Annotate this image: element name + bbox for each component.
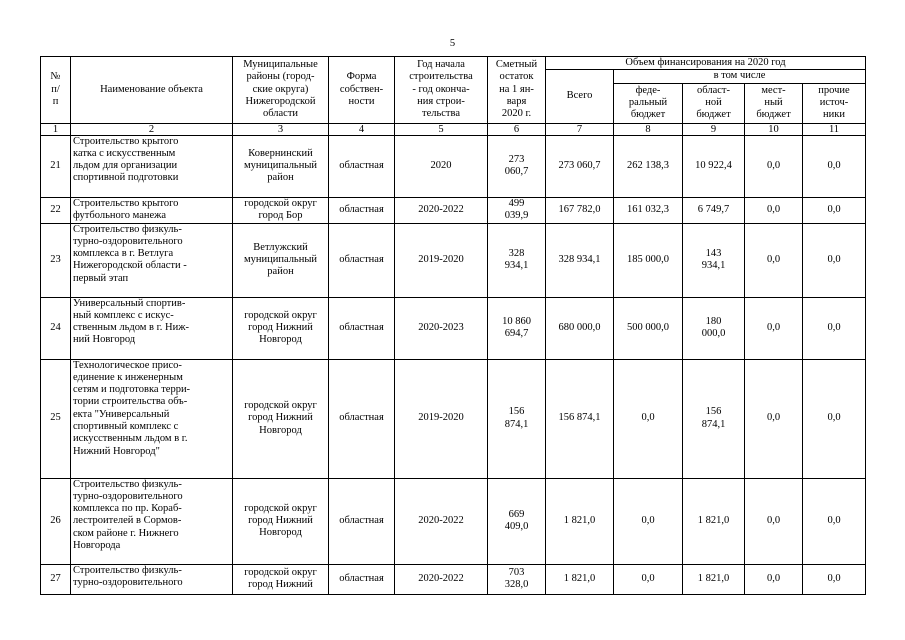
cell-federal: 161 032,3: [614, 197, 683, 223]
table-row: [41, 135, 866, 197]
header-balance: Сметный остаток на 1 ян- варя 2020 г.: [488, 57, 546, 124]
cell-balance: 273 060,7: [488, 135, 546, 197]
column-number: 6: [488, 123, 546, 135]
cell-total: 156 874,1: [546, 359, 614, 478]
cell-balance: 669 409,0: [488, 478, 546, 564]
cell-ownership: областная: [329, 359, 395, 478]
table-row: [41, 223, 866, 297]
cell-federal: 185 000,0: [614, 223, 683, 297]
cell-district: городской округ город Нижний Новгород: [233, 478, 329, 564]
column-number: 2: [71, 123, 233, 135]
cell-name: Строительство крытого катка с искусственным льдом для организации спортивной подготовки: [71, 135, 233, 197]
cell-name: Строительство физкуль- турно-оздоровительного комплекса по пр. Кораб- лестроителей в Сормов- ском районе г. Нижнего Новгорода: [71, 478, 233, 564]
page-number: 5: [449, 38, 456, 49]
cell-federal: 0,0: [614, 359, 683, 478]
cell-local: 0,0: [745, 564, 803, 594]
cell-balance: 499 039,9: [488, 197, 546, 223]
cell-ownership: областная: [329, 478, 395, 564]
cell-years: 2020-2022: [395, 564, 488, 594]
cell-district: городской округ город Бор: [233, 197, 329, 223]
column-number: 4: [329, 123, 395, 135]
cell-regional: 156 874,1: [683, 359, 745, 478]
cell-other: 0,0: [803, 564, 866, 594]
column-number: 8: [614, 123, 683, 135]
cell-district: городской округ город Нижний Новгород: [233, 359, 329, 478]
column-number: 3: [233, 123, 329, 135]
cell-total: 1 821,0: [546, 564, 614, 594]
column-number-row: [41, 123, 866, 135]
cell-local: 0,0: [745, 135, 803, 197]
table-row: [41, 359, 866, 478]
cell-num: 26: [41, 478, 71, 564]
cell-ownership: областная: [329, 197, 395, 223]
cell-federal: 0,0: [614, 478, 683, 564]
cell-balance: 328 934,1: [488, 223, 546, 297]
column-number: 10: [745, 123, 803, 135]
cell-other: 0,0: [803, 359, 866, 478]
cell-regional: 10 922,4: [683, 135, 745, 197]
cell-district: городской округ город Нижний: [233, 564, 329, 594]
table-row: [41, 297, 866, 359]
cell-other: 0,0: [803, 297, 866, 359]
header-other: прочие источ- ники: [803, 83, 866, 123]
header-including: в том числе: [614, 70, 866, 83]
cell-years: 2019-2020: [395, 223, 488, 297]
table-row: [41, 197, 866, 223]
cell-federal: 0,0: [614, 564, 683, 594]
column-number: 1: [41, 123, 71, 135]
funding-table: [40, 56, 866, 595]
cell-regional: 1 821,0: [683, 564, 745, 594]
header-local: мест- ный бюджет: [745, 83, 803, 123]
cell-ownership: областная: [329, 223, 395, 297]
cell-local: 0,0: [745, 223, 803, 297]
cell-other: 0,0: [803, 135, 866, 197]
header-federal: феде- ральный бюджет: [614, 83, 683, 123]
cell-ownership: областная: [329, 297, 395, 359]
cell-total: 328 934,1: [546, 223, 614, 297]
cell-num: 21: [41, 135, 71, 197]
cell-federal: 262 138,3: [614, 135, 683, 197]
cell-local: 0,0: [745, 197, 803, 223]
cell-ownership: областная: [329, 135, 395, 197]
cell-num: 24: [41, 297, 71, 359]
cell-district: городской округ город Нижний Новгород: [233, 297, 329, 359]
cell-regional: 143 934,1: [683, 223, 745, 297]
column-number: 7: [546, 123, 614, 135]
cell-name: Строительство физкуль- турно-оздоровительного: [71, 564, 233, 594]
cell-num: 25: [41, 359, 71, 478]
cell-name: Технологическое присо- единение к инженерным сетям и подготовка терри- тории строительства объ- екта "Универсальный спортивный комплекс с искусственным льдом в г. Нижний Новгород": [71, 359, 233, 478]
cell-local: 0,0: [745, 478, 803, 564]
cell-years: 2019-2020: [395, 359, 488, 478]
cell-name: Универсальный спортив- ный комплекс с искус- ственным льдом в г. Ниж- ний Новгород: [71, 297, 233, 359]
cell-total: 167 782,0: [546, 197, 614, 223]
cell-federal: 500 000,0: [614, 297, 683, 359]
cell-num: 23: [41, 223, 71, 297]
cell-num: 27: [41, 564, 71, 594]
header-regional: област- ной бюджет: [683, 83, 745, 123]
cell-total: 680 000,0: [546, 297, 614, 359]
cell-years: 2020-2022: [395, 197, 488, 223]
column-number: 11: [803, 123, 866, 135]
header-ownership: Форма собствен- ности: [329, 57, 395, 124]
cell-local: 0,0: [745, 297, 803, 359]
cell-num: 22: [41, 197, 71, 223]
cell-balance: 10 860 694,7: [488, 297, 546, 359]
header-name: Наименование объекта: [71, 57, 233, 124]
table-row: [41, 564, 866, 594]
cell-total: 273 060,7: [546, 135, 614, 197]
cell-name: Строительство крытого футбольного манежа: [71, 197, 233, 223]
cell-years: 2020-2022: [395, 478, 488, 564]
cell-balance: 703 328,0: [488, 564, 546, 594]
cell-district: Ковернинский муниципальный район: [233, 135, 329, 197]
header-district: Муниципальные районы (город- ские округа) Нижегородской области: [233, 57, 329, 124]
header-num: № п/ п: [41, 57, 71, 124]
cell-district: Ветлужский муниципальный район: [233, 223, 329, 297]
cell-local: 0,0: [745, 359, 803, 478]
cell-total: 1 821,0: [546, 478, 614, 564]
cell-balance: 156 874,1: [488, 359, 546, 478]
header-funding: Объем финансирования на 2020 год: [546, 57, 866, 70]
header-total: Всего: [546, 70, 614, 123]
cell-regional: 1 821,0: [683, 478, 745, 564]
cell-years: 2020-2023: [395, 297, 488, 359]
cell-other: 0,0: [803, 197, 866, 223]
cell-regional: 180 000,0: [683, 297, 745, 359]
cell-ownership: областная: [329, 564, 395, 594]
table-row: [41, 478, 866, 564]
cell-name: Строительство физкуль- турно-оздоровительного комплекса в г. Ветлуга Нижегородской области - первый этап: [71, 223, 233, 297]
cell-other: 0,0: [803, 478, 866, 564]
cell-regional: 6 749,7: [683, 197, 745, 223]
column-number: 9: [683, 123, 745, 135]
column-number: 5: [395, 123, 488, 135]
cell-years: 2020: [395, 135, 488, 197]
header-years: Год начала строительства - год оконча- ния строи- тельства: [395, 57, 488, 124]
cell-other: 0,0: [803, 223, 866, 297]
